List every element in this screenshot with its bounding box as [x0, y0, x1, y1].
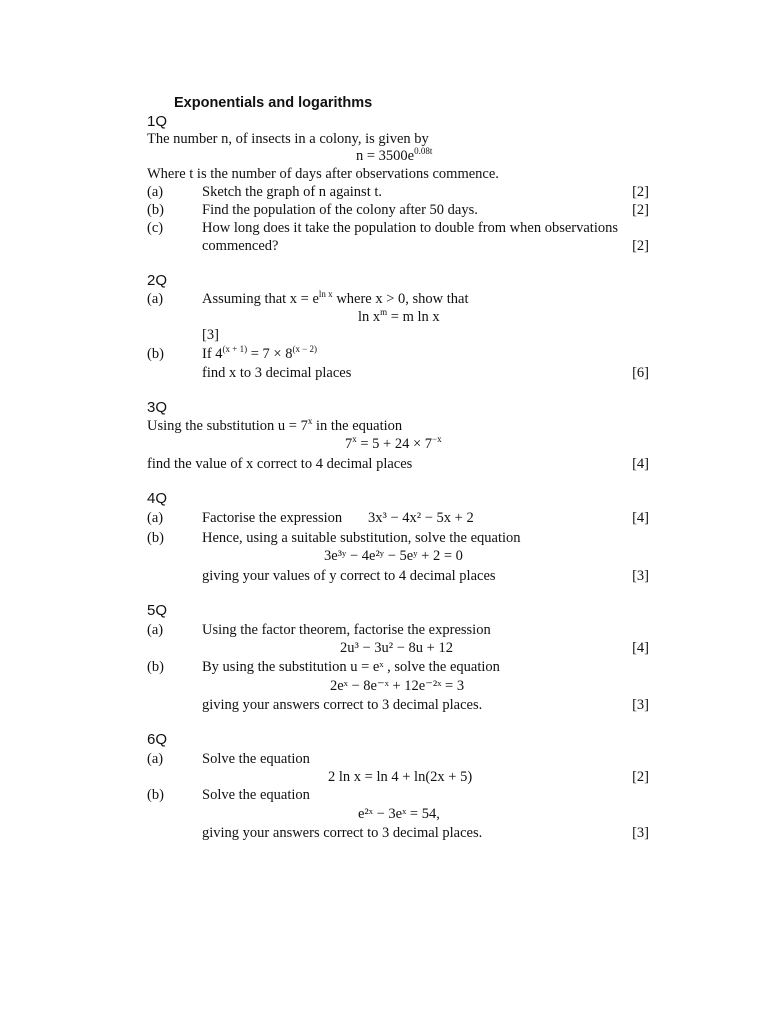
q3-line3: find the value of x correct to 4 decimal places: [147, 456, 413, 472]
q4b-line3: giving your values of y correct to 4 decimal places: [202, 568, 496, 584]
q6b-equation: e²ˣ − 3eˣ = 54,: [358, 806, 440, 822]
q3-eq-b: = 5 + 24 × 7: [356, 436, 433, 452]
q1c-label: (c): [147, 220, 164, 236]
q1-where: Where t is the number of days after observations commence.: [147, 166, 499, 182]
q1-number: 1Q: [147, 113, 168, 130]
q6b-text: Solve the equation: [202, 787, 310, 803]
q3-eq-b-exponent: −x: [432, 434, 442, 444]
q2b-text: find x to 3 decimal places: [202, 365, 352, 381]
q6a-text: Solve the equation: [202, 751, 310, 767]
q6-number: 6Q: [147, 731, 168, 748]
q2a-text: [202, 290, 469, 308]
q1b-mark: [2]: [632, 202, 649, 218]
q2b-mark: [6]: [632, 365, 649, 381]
q5a-expression: 2u³ − 3u² − 8u + 12: [340, 640, 453, 656]
q4b-equation: 3e³ʸ − 4e²ʸ − 5eʸ + 2 = 0: [324, 548, 463, 564]
q3-line1-exponent: x: [307, 416, 313, 426]
q6b-line3: giving your answers correct to 3 decimal places.: [202, 825, 483, 841]
q6a-label: (a): [147, 751, 164, 767]
q2a-eq-pre: ln x: [358, 309, 381, 325]
q4b-label: (b): [147, 530, 164, 546]
q5a-label: (a): [147, 622, 164, 638]
q2b-eq-exponent-2: (x − 2): [292, 344, 318, 354]
q6b-label: (b): [147, 787, 164, 803]
q2b-label: (b): [147, 346, 164, 362]
q3-line1-pre: Using the substitution u = 7: [147, 418, 308, 434]
q5a-mark: [4]: [632, 640, 649, 656]
q1a-label: (a): [147, 184, 164, 200]
q6a-equation: 2 ln x = ln 4 + ln(2x + 5): [328, 769, 473, 785]
q3-number: 3Q: [147, 399, 168, 416]
q4a-label: (a): [147, 510, 164, 526]
q1-intro: The number n, of insects in a colony, is given by: [147, 131, 429, 147]
q3-line1-post: in the equation: [312, 418, 403, 434]
q2a-text-pre: Assuming that x = e: [202, 291, 319, 307]
q2a-label: (a): [147, 291, 164, 307]
q2b-eq-pre: If 4: [202, 346, 223, 362]
q3-eq-a-exponent: x: [352, 434, 357, 444]
q1-formula-exponent: 0.08t: [414, 146, 433, 156]
q1c-text: How long does it take the population to double from when observations: [202, 220, 618, 236]
q1a-mark: [2]: [632, 184, 649, 200]
q2a-eq-post: = m ln x: [387, 309, 440, 325]
q3-line1: [147, 417, 402, 435]
q1-formula: [356, 147, 432, 165]
q5b-text: By using the substitution u = eˣ , solve the equation: [202, 659, 500, 675]
q4b-mark: [3]: [632, 568, 649, 584]
q2a-text-post: where x > 0, show that: [332, 291, 469, 307]
q2a-eq-exponent: m: [380, 307, 388, 317]
q1b-text: Find the population of the colony after 50 days.: [202, 202, 478, 218]
q4a-mark: [4]: [632, 510, 649, 526]
q2a-text-exponent: ln x: [318, 289, 333, 299]
q6a-mark: [2]: [632, 769, 649, 785]
q4-number: 4Q: [147, 490, 168, 507]
q2a-mark: [3]: [202, 327, 219, 343]
q2b-equation: [202, 345, 317, 363]
q1c-text-continued: commenced?: [202, 238, 279, 254]
page-title: Exponentials and logarithms: [174, 95, 373, 111]
q5-number: 5Q: [147, 602, 168, 619]
q5b-mark: [3]: [632, 697, 649, 713]
q4a-expression: 3x³ − 4x² − 5x + 2: [368, 510, 474, 526]
q3-equation: [345, 435, 442, 453]
q5b-equation: 2eˣ − 8e⁻ˣ + 12e⁻²ˣ = 3: [330, 678, 465, 694]
q5b-label: (b): [147, 659, 164, 675]
q2a-equation: [358, 308, 440, 326]
q1-formula-base: n = 3500e: [356, 148, 415, 164]
q2b-eq-exponent-1: (x + 1): [222, 344, 248, 354]
q5a-text: Using the factor theorem, factorise the expression: [202, 622, 491, 638]
q3-eq-a: 7: [345, 436, 353, 452]
q1a-text: Sketch the graph of n against t.: [202, 184, 382, 200]
q4a-text: Factorise the expression: [202, 510, 343, 526]
q1c-mark: [2]: [632, 238, 649, 254]
q1b-label: (b): [147, 202, 164, 218]
q3-mark: [4]: [632, 456, 649, 472]
q5b-line3: giving your answers correct to 3 decimal places.: [202, 697, 483, 713]
q2b-eq-mid: = 7 × 8: [247, 346, 293, 362]
q6b-mark: [3]: [632, 825, 649, 841]
q4b-text: Hence, using a suitable substitution, solve the equation: [202, 530, 521, 546]
q2-number: 2Q: [147, 272, 168, 289]
